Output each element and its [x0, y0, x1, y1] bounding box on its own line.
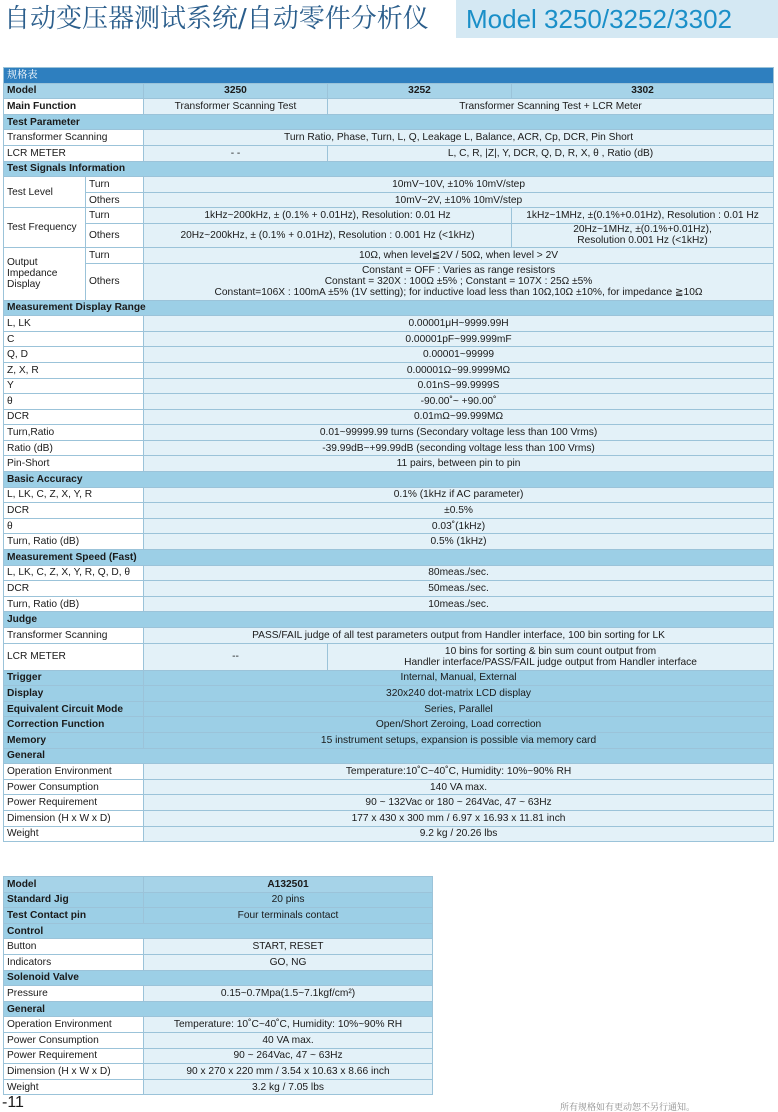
- row-value: 1kHz~200kHz, ± (0.1% + 0.01Hz), Resolution: 0.01 Hz: [144, 208, 512, 224]
- main-function-3250: Transformer Scanning Test: [144, 99, 328, 115]
- model-3302: 3302: [512, 83, 774, 99]
- row-value: 0.1% (1kHz if AC parameter): [144, 487, 774, 503]
- row-label: Transformer Scanning: [4, 628, 144, 644]
- table-row: [4, 487, 774, 503]
- row-label: LCR METER: [4, 145, 144, 161]
- value-line: 20Hz~1MHz, ±(0.1%+0.01Hz),: [573, 224, 712, 236]
- row-label: Z, X, R: [4, 362, 144, 378]
- section-judge: Judge: [4, 612, 774, 628]
- section-basic-accuracy: Basic Accuracy: [4, 472, 774, 488]
- row-value: 0.00001pF~999.999mF: [144, 331, 774, 347]
- section-general: General: [4, 748, 774, 764]
- sub-label: Turn: [86, 247, 144, 263]
- row-value: 10mV~2V, ±10% 10mV/step: [144, 192, 774, 208]
- sub-label: Turn: [86, 208, 144, 224]
- row-label: Power Consumption: [4, 1032, 144, 1048]
- table-row: [4, 456, 774, 472]
- model-banner: Model 3250/3252/3302: [456, 0, 778, 38]
- jig-table: [3, 876, 433, 1095]
- row-value: 10Ω, when level≦2V / 50Ω, when level > 2V: [144, 247, 774, 263]
- row-label: Memory: [4, 732, 144, 748]
- row-value: 0.5% (1kHz): [144, 534, 774, 550]
- table-row: [4, 145, 774, 161]
- table-row: [4, 628, 774, 644]
- row-label: Equivalent Circuit Mode: [4, 701, 144, 717]
- table-row: [4, 581, 774, 597]
- row-value: [512, 223, 774, 247]
- row-value: 10mV~10V, ±10% 10mV/step: [144, 177, 774, 193]
- row-value: --: [144, 643, 328, 670]
- row-value: 90 ~ 132Vac or 180 ~ 264Vac, 47 ~ 63Hz: [144, 795, 774, 811]
- row-label: Turn, Ratio (dB): [4, 534, 144, 550]
- table-row: [4, 331, 774, 347]
- table-row: [4, 177, 774, 193]
- table-row: [4, 643, 774, 670]
- row-label: Ratio (dB): [4, 440, 144, 456]
- table-row: [4, 440, 774, 456]
- row-value: Internal, Manual, External: [144, 670, 774, 686]
- row-value: L, C, R, |Z|, Y, DCR, Q, D, R, X, θ , Ratio (dB): [328, 145, 774, 161]
- row-label: Transformer Scanning: [4, 130, 144, 146]
- table-row: [4, 596, 774, 612]
- table-row: [4, 394, 774, 410]
- section-row: [4, 892, 433, 908]
- row-value: GO, NG: [144, 954, 433, 970]
- table-row: [4, 795, 774, 811]
- footer-note: 所有规格如有更动恕不另行通知。: [560, 1103, 696, 1112]
- row-label: Button: [4, 939, 144, 955]
- table-row: [4, 208, 774, 224]
- section-row: [4, 612, 774, 628]
- row-label: Turn, Ratio (dB): [4, 596, 144, 612]
- row-label: θ: [4, 518, 144, 534]
- main-function-label: Main Function: [4, 99, 144, 115]
- section-row: [4, 923, 433, 939]
- row-label: L, LK: [4, 316, 144, 332]
- row-value: 40 VA max.: [144, 1032, 433, 1048]
- table-row: [4, 1079, 433, 1095]
- row-label: Operation Environment: [4, 764, 144, 780]
- row-value: 0.01~99999.99 turns (Secondary voltage less than 100 Vrms): [144, 425, 774, 441]
- section-row: [4, 550, 774, 566]
- row-value: Temperature: 10˚C~40˚C, Humidity: 10%~90% RH: [144, 1017, 433, 1033]
- jig-general-rows: [4, 1017, 433, 1095]
- section-row: [4, 1001, 433, 1017]
- row-value: Turn Ratio, Phase, Turn, L, Q, Leakage L, Balance, ACR, Cp, DCR, Pin Short: [144, 130, 774, 146]
- row-value: 140 VA max.: [144, 779, 774, 795]
- row-value: Open/Short Zeroing, Load correction: [144, 717, 774, 733]
- range-rows: [4, 316, 774, 472]
- table-row: [4, 378, 774, 394]
- table-row: [4, 425, 774, 441]
- row-value: 0.00001μH~9999.99H: [144, 316, 774, 332]
- section-row: [4, 970, 433, 986]
- table-row: [4, 1048, 433, 1064]
- table-row: [4, 409, 774, 425]
- row-value: 0.00001Ω~99.9999MΩ: [144, 362, 774, 378]
- section-row: [4, 161, 774, 177]
- model-3252: 3252: [328, 83, 512, 99]
- row-value: Series, Parallel: [144, 701, 774, 717]
- section-solenoid: Solenoid Valve: [4, 970, 433, 986]
- row-label: θ: [4, 394, 144, 410]
- section-general: General: [4, 1001, 433, 1017]
- row-label: C: [4, 331, 144, 347]
- table-row: [4, 1032, 433, 1048]
- row-value: 90 ~ 264Vac, 47 ~ 63Hz: [144, 1048, 433, 1064]
- value-line: Constant = 320X : 100Ω ±5% ; Constant = 107X : 25Ω ±5%: [324, 276, 593, 288]
- page-title: 自动变压器测试系统/自动零件分析仪: [4, 4, 429, 34]
- row-value: -39.99dB~+99.99dB (seconding voltage less than 100 Vrms): [144, 440, 774, 456]
- table-row: [4, 764, 774, 780]
- row-value: 177 x 430 x 300 mm / 6.97 x 16.93 x 11.81 inch: [144, 810, 774, 826]
- section-control: Control: [4, 923, 433, 939]
- table-row: [4, 263, 774, 300]
- table-row: [4, 362, 774, 378]
- sub-label: Others: [86, 223, 144, 247]
- section-measurement-speed: Measurement Speed (Fast): [4, 550, 774, 566]
- spec-caption: 规格表: [4, 68, 774, 84]
- row-value: 0.01mΩ~99.999MΩ: [144, 409, 774, 425]
- model-label: Model: [4, 83, 144, 99]
- row-value: 15 instrument setups, expansion is possible via memory card: [144, 732, 774, 748]
- row-label: Dimension (H x W x D): [4, 810, 144, 826]
- main-function-row: [4, 99, 774, 115]
- table-row: [4, 130, 774, 146]
- row-label: L, LK, C, Z, X, Y, R, Q, D, θ: [4, 565, 144, 581]
- row-label: Dimension (H x W x D): [4, 1064, 144, 1080]
- row-value: [328, 643, 774, 670]
- row-label: Model: [4, 877, 144, 893]
- row-label: Test Contact pin: [4, 908, 144, 924]
- row-value: 20Hz~200kHz, ± (0.1% + 0.01Hz), Resolution : 0.001 Hz (<1kHz): [144, 223, 512, 247]
- table-row: [4, 518, 774, 534]
- table-row: [4, 810, 774, 826]
- row-value: [144, 263, 774, 300]
- row-value: 50meas./sec.: [144, 581, 774, 597]
- table-row: [4, 939, 433, 955]
- row-value: 0.00001~99999: [144, 347, 774, 363]
- table-row: [4, 223, 774, 247]
- value-line: Constant=106X : 100mA ±5% (1V setting); for inductive load less than 10Ω,10Ω ±10%, for impedance ≧10Ω: [214, 287, 703, 299]
- row-value: Four terminals contact: [144, 908, 433, 924]
- row-value: ±0.5%: [144, 503, 774, 519]
- row-value: A132501: [144, 877, 433, 893]
- row-label: L, LK, C, Z, X, Y, R: [4, 487, 144, 503]
- general-rows: [4, 764, 774, 842]
- section-row: [4, 686, 774, 702]
- section-test-signals: Test Signals Information: [4, 161, 774, 177]
- value-line: Constant = OFF : Varies as range resistors: [361, 265, 556, 277]
- row-label: Test Level: [4, 177, 86, 208]
- row-value: 20 pins: [144, 892, 433, 908]
- model-3250: 3250: [144, 83, 328, 99]
- spec-table: [3, 67, 774, 842]
- row-value: 10meas./sec.: [144, 596, 774, 612]
- section-row: [4, 670, 774, 686]
- section-row: [4, 732, 774, 748]
- table-row: [4, 826, 774, 842]
- spec-caption-row: [4, 68, 774, 84]
- section-display-range: Measurement Display Range: [4, 300, 774, 316]
- table-row: [4, 1064, 433, 1080]
- row-value: 320x240 dot-matrix LCD display: [144, 686, 774, 702]
- row-label: Test Frequency: [4, 208, 86, 248]
- row-value: -90.00˚~ +90.00˚: [144, 394, 774, 410]
- section-row: [4, 908, 433, 924]
- sub-label: Others: [86, 263, 144, 300]
- section-row: [4, 472, 774, 488]
- row-label: Y: [4, 378, 144, 394]
- table-row: [4, 986, 433, 1002]
- table-row: [4, 954, 433, 970]
- sub-label: Others: [86, 192, 144, 208]
- table-row: [4, 247, 774, 263]
- row-label: Turn,Ratio: [4, 425, 144, 441]
- row-label: Power Requirement: [4, 795, 144, 811]
- row-value: 0.15~0.7Mpa(1.5~7.1kgf/cm²): [144, 986, 433, 1002]
- section-row: [4, 300, 774, 316]
- accuracy-rows: [4, 487, 774, 549]
- row-label: Operation Environment: [4, 1017, 144, 1033]
- row-label: DCR: [4, 409, 144, 425]
- row-value: 11 pairs, between pin to pin: [144, 456, 774, 472]
- section-test-parameter: Test Parameter: [4, 114, 774, 130]
- row-value: 0.01nS~99.9999S: [144, 378, 774, 394]
- row-value: START, RESET: [144, 939, 433, 955]
- row-label: LCR METER: [4, 643, 144, 670]
- main-function-other: Transformer Scanning Test + LCR Meter: [328, 99, 774, 115]
- row-value: PASS/FAIL judge of all test parameters output from Handler interface, 100 bin sorting for LK: [144, 628, 774, 644]
- row-label: Q, D: [4, 347, 144, 363]
- speed-rows: [4, 565, 774, 612]
- section-row: [4, 717, 774, 733]
- row-label: DCR: [4, 581, 144, 597]
- row-label: Pressure: [4, 986, 144, 1002]
- table-row: [4, 192, 774, 208]
- sub-label: Turn: [86, 177, 144, 193]
- table-row: [4, 565, 774, 581]
- value-line: Resolution 0.001 Hz (<1kHz): [577, 235, 708, 247]
- page-number: -11: [2, 1094, 24, 1111]
- value-line: 10 bins for sorting & bin sum count output from: [444, 645, 657, 657]
- row-value: Temperature:10˚C~40˚C, Humidity: 10%~90% RH: [144, 764, 774, 780]
- value-line: Handler interface/PASS/FAIL judge output from Handler interface: [404, 656, 697, 668]
- jig-model-row: [4, 877, 433, 893]
- row-value: 0.03˚(1kHz): [144, 518, 774, 534]
- table-row: [4, 534, 774, 550]
- row-value: 80meas./sec.: [144, 565, 774, 581]
- row-label: Correction Function: [4, 717, 144, 733]
- table-row: [4, 347, 774, 363]
- row-label: Power Consumption: [4, 779, 144, 795]
- row-value: 90 x 270 x 220 mm / 3.54 x 10.63 x 8.66 inch: [144, 1064, 433, 1080]
- table-row: [4, 1017, 433, 1033]
- row-value: 3.2 kg / 7.05 lbs: [144, 1079, 433, 1095]
- section-row: [4, 748, 774, 764]
- row-label: Indicators: [4, 954, 144, 970]
- table-row: [4, 503, 774, 519]
- row-label: DCR: [4, 503, 144, 519]
- row-label: Output Impedance Display: [4, 247, 86, 300]
- row-value: - -: [144, 145, 328, 161]
- row-label: Display: [4, 686, 144, 702]
- row-label: Power Requirement: [4, 1048, 144, 1064]
- row-label: Weight: [4, 826, 144, 842]
- row-label: Pin-Short: [4, 456, 144, 472]
- row-value: 9.2 kg / 20.26 lbs: [144, 826, 774, 842]
- table-row: [4, 779, 774, 795]
- model-header-row: [4, 83, 774, 99]
- section-row: [4, 114, 774, 130]
- row-label: Trigger: [4, 670, 144, 686]
- row-value: 1kHz~1MHz, ±(0.1%+0.01Hz), Resolution : 0.01 Hz: [512, 208, 774, 224]
- table-row: [4, 316, 774, 332]
- row-label: Weight: [4, 1079, 144, 1095]
- row-label: Standard Jig: [4, 892, 144, 908]
- section-row: [4, 701, 774, 717]
